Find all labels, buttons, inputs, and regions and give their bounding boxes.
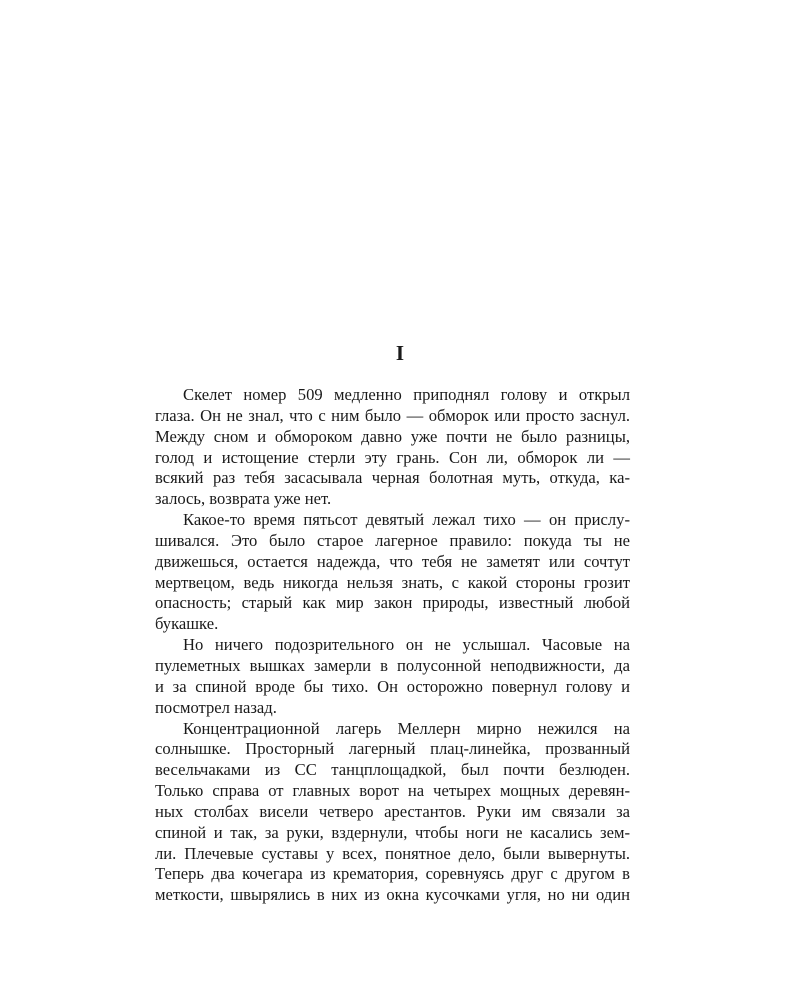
text-line: мертвецом, ведь никогда нельзя знать, с какой стороны грозит	[155, 572, 630, 592]
text-line: Скелет номер 509 медленно приподнял голову и открыл	[183, 385, 630, 404]
text-line: всякий раз тебя засасывала черная болотная муть, откуда, ка-	[155, 468, 630, 488]
text-line: Концентрационной лагерь Меллерн мирно нежился на	[183, 718, 630, 738]
paragraph	[155, 385, 630, 510]
text-line: посмотрел назад.	[155, 697, 277, 717]
text-line: Какое-то время пятьсот девятый лежал тихо — он прислу-	[183, 510, 630, 530]
chapter-text	[155, 385, 630, 906]
text-line: глаза. Он не знал, что с ним было — обморок или просто заснул.	[155, 405, 630, 425]
text-line: движешься, остается надежда, что тебя не заметят или сочтут	[155, 551, 630, 571]
paragraph	[155, 719, 630, 907]
text-line: Только справа от главных ворот на четырех мощных деревян-	[155, 781, 630, 801]
text-line: голод и истощение стерли эту грань. Сон ли, обморок ли —	[155, 447, 630, 467]
text-line: пулеметных вышках замерли в полусонной неподвижности, да	[155, 655, 630, 675]
text-line: солнышке. Просторный лагерный плац-линейка, прозванный	[155, 739, 630, 759]
text-line: шивался. Это было старое лагерное правило: покуда ты не	[155, 530, 630, 550]
text-line: опасность; старый как мир закон природы, известный любой	[155, 593, 630, 613]
text-line: залось, возврата уже нет.	[155, 489, 332, 509]
text-line: спиной и так, за руки, вздернули, чтобы ноги не касались зем-	[155, 822, 630, 842]
text-line: ных столбах висели четверо арестантов. Руки им связали за	[155, 801, 630, 821]
paragraph	[155, 635, 630, 718]
text-line: весельчаками из СС танцплощадкой, был почти безлюден.	[155, 760, 630, 780]
text-line: Теперь два кочегара из крематория, соревнуясь друг с другом в	[155, 864, 630, 884]
text-line: меткости, швырялись в них из окна кусочками угля, но ни один	[155, 885, 630, 905]
text-line: и за спиной вроде бы тихо. Он осторожно повернул голову и	[155, 676, 630, 696]
text-line: Но ничего подозрительного он не услышал. Часовые на	[183, 635, 630, 655]
chapter-number: I	[395, 341, 405, 365]
text-line: Между сном и обмороком давно уже почти не было разницы,	[155, 426, 630, 446]
paragraph	[155, 510, 630, 635]
text-line: ли. Плечевые суставы у всех, понятное дело, были вывернуты.	[155, 843, 630, 863]
text-line: букашке.	[155, 614, 219, 634]
